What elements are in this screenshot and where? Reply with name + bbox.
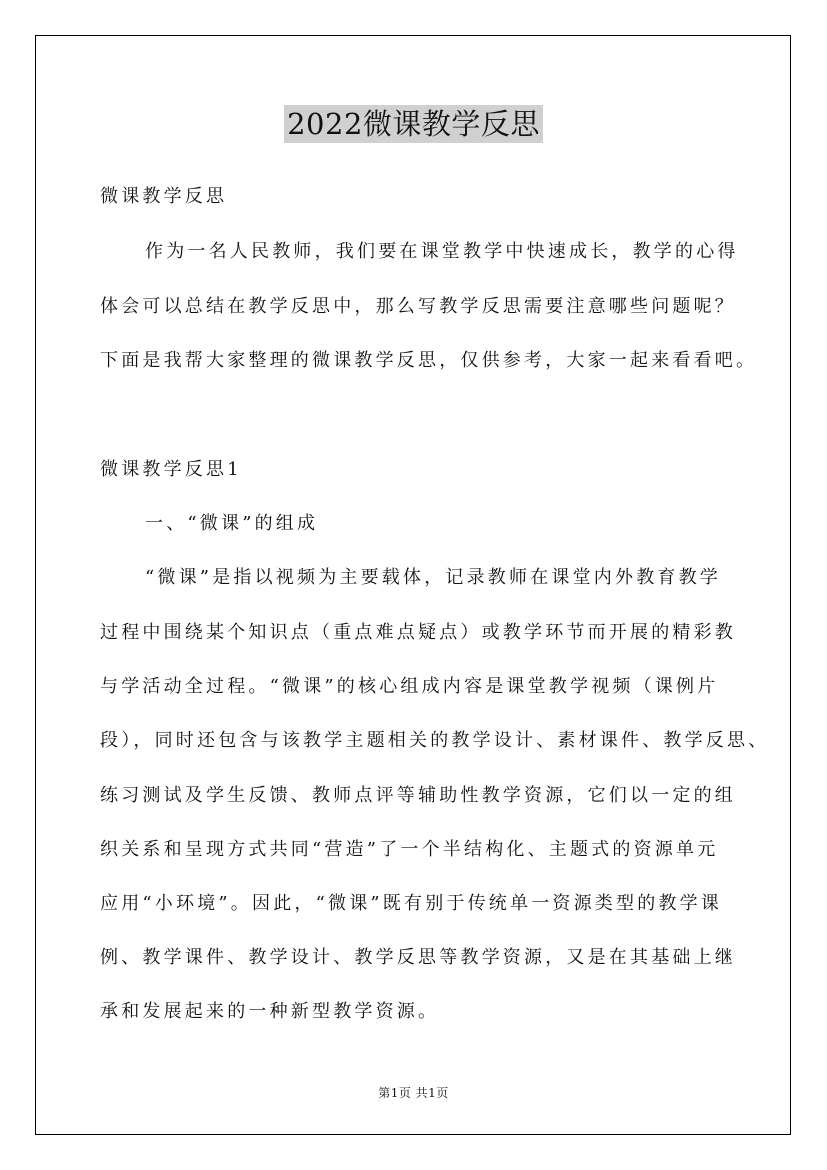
- body-line: 应用“小环境”。因此，“微课”既有别于传统单一资源类型的教学课: [100, 893, 723, 914]
- page-footer: 第1页 共1页: [378, 1086, 449, 1100]
- body-line: 练习测试及学生反馈、教师点评等辅助性教学资源，它们以一定的组: [100, 785, 736, 806]
- body-line: “微课”是指以视频为主要载体，记录教师在课堂内外教育教学: [145, 567, 722, 588]
- body-line: 例、教学课件、教学设计、教学反思等教学资源，又是在其基础上继: [100, 947, 736, 968]
- body-line: 承和发展起来的一种新型教学资源。: [100, 1001, 440, 1022]
- subtitle: 微课教学反思: [100, 186, 228, 207]
- intro-line: 作为一名人民教师，我们要在课堂教学中快速成长，教学的心得: [145, 241, 739, 262]
- intro-line: 下面是我帮大家整理的微课教学反思，仅供参考，大家一起来看看吧。: [100, 350, 758, 371]
- body-line: 织关系和呈现方式共同“营造”了一个半结构化、主题式的资源单元: [100, 839, 719, 860]
- section-heading: 微课教学反思1: [100, 459, 242, 480]
- body-line: 与学活动全过程。“微课”的核心组成内容是课堂教学视频（课例片: [100, 676, 719, 697]
- intro-line: 体会可以总结在教学反思中，那么写教学反思需要注意哪些问题呢？: [100, 296, 736, 317]
- title-text: 2022微课教学反思: [284, 105, 543, 143]
- body-line: 过程中围绕某个知识点（重点难点疑点）或教学环节而开展的精彩教: [100, 622, 736, 643]
- body-line: 段），同时还包含与该教学主题相关的教学设计、素材课件、教学反思、: [100, 730, 770, 751]
- subheading: 一、“微课”的组成: [145, 513, 319, 534]
- document-title: [0, 102, 827, 143]
